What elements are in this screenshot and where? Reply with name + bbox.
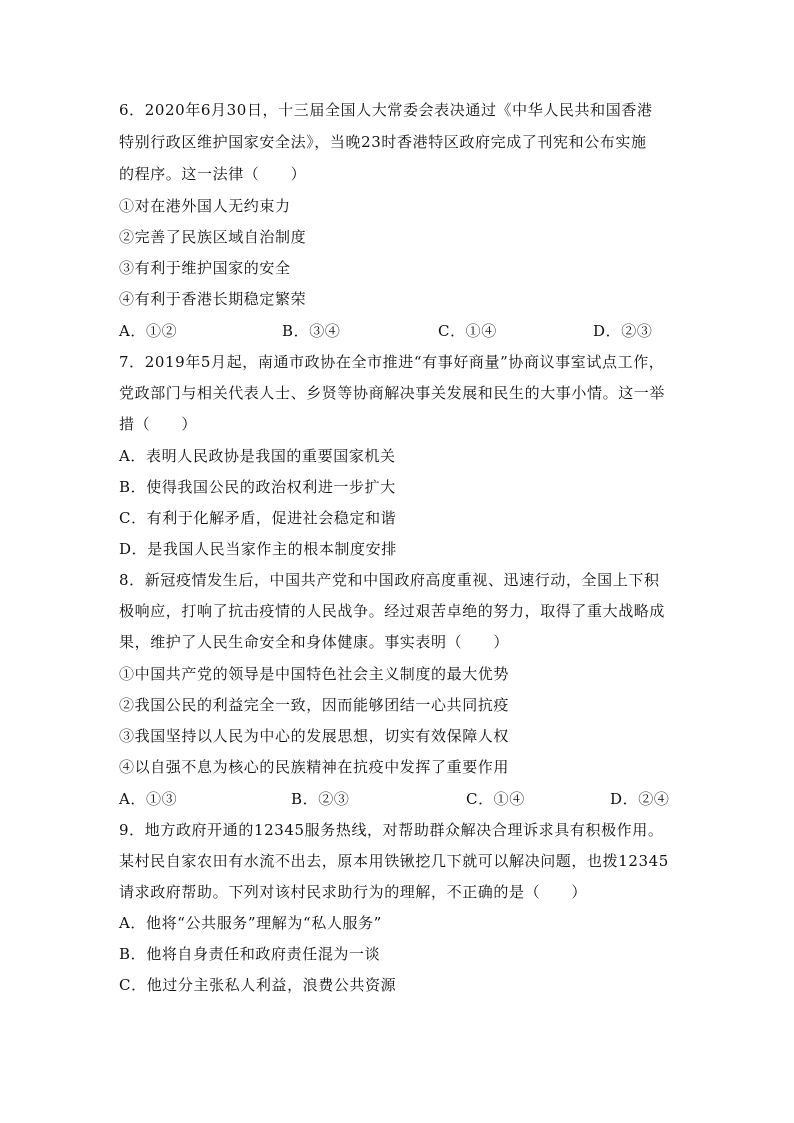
question-9-stem-line-2: 某村民自家农田有水流不出去，原本用铁锹挖几下就可以解决问题，也拨12345 xyxy=(119,852,669,870)
question-9-option-a: A．他将“公共服务”理解为“私人服务” xyxy=(119,914,382,932)
question-8-statement-2: ②我国公民的利益完全一致，因而能够团结一心共同抗疫 xyxy=(119,696,510,714)
question-8-stem-line-1: 8．新冠疫情发生后，中国共产党和中国政府高度重视、迅速行动，全国上下积 xyxy=(119,571,660,589)
question-8-choice-d: D．②④ xyxy=(610,790,670,808)
question-8-choice-c: C．①④ xyxy=(466,790,525,808)
question-6-stem-line-1: 6．2020年6月30日，十三届全国人大常委会表决通过《中华人民共和国香港 xyxy=(119,101,653,119)
question-9-stem-line-3: 请求政府帮助。下列对该村民求助行为的理解，不正确的是（ ） xyxy=(119,883,588,901)
question-6-statement-2: ②完善了民族区域自治制度 xyxy=(119,228,307,246)
question-6-choice-d: D．②③ xyxy=(593,322,653,340)
question-7-option-a: A．表明人民政协是我国的重要国家机关 xyxy=(119,447,396,465)
question-9-stem-line-1: 9．地方政府开通的12345服务热线，对帮助群众解决合理诉求具有积极作用。 xyxy=(119,821,664,839)
question-8-choice-b: B．②③ xyxy=(291,790,350,808)
question-8-stem-line-3: 果，维护了人民生命安全和身体健康。事实表明（ ） xyxy=(119,633,510,651)
question-6-statement-1: ①对在港外国人无约束力 xyxy=(119,197,291,215)
question-8-statement-4: ④以自强不息为核心的民族精神在抗疫中发挥了重要作用 xyxy=(119,758,510,776)
question-8-choice-a: A．①③ xyxy=(119,790,178,808)
question-6-stem-line-3: 的程序。这一法律（ ） xyxy=(119,165,307,183)
question-8-statement-1: ①中国共产党的领导是中国特色社会主义制度的最大优势 xyxy=(119,665,510,683)
question-7-option-c: C．有利于化解矛盾，促进社会稳定和谐 xyxy=(119,509,397,527)
question-6-stem-line-2: 特别行政区维护国家安全法》，当晚23时香港特区政府完成了刊宪和公布实施 xyxy=(119,133,647,151)
question-6-statement-3: ③有利于维护国家的安全 xyxy=(119,259,291,277)
question-6-choice-a: A．①② xyxy=(119,322,178,340)
question-9-option-c: C．他过分主张私人利益，浪费公共资源 xyxy=(119,976,397,994)
question-9-option-b: B．他将自身责任和政府责任混为一谈 xyxy=(119,945,381,963)
question-8-statement-3: ③我国坚持以人民为中心的发展思想，切实有效保障人权 xyxy=(119,727,510,745)
question-6-statement-4: ④有利于香港长期稳定繁荣 xyxy=(119,290,307,308)
question-6-choice-b: B．③④ xyxy=(282,322,341,340)
question-7-option-d: D．是我国人民当家作主的根本制度安排 xyxy=(119,540,397,558)
question-6-choice-c: C．①④ xyxy=(438,322,497,340)
question-7-option-b: B．使得我国公民的政治权利进一步扩大 xyxy=(119,478,396,496)
question-7-stem-line-3: 措（ ） xyxy=(119,415,198,433)
question-8-stem-line-2: 极响应，打响了抗击疫情的人民战争。经过艰苦卓绝的努力，取得了重大战略成 xyxy=(119,602,666,620)
question-7-stem-line-2: 党政部门与相关代表人士、乡贤等协商解决事关发展和民生的大事小情。这一举 xyxy=(119,384,666,402)
question-7-stem-line-1: 7．2019年5月起，南通市政协在全市推进“有事好商量”协商议事室试点工作， xyxy=(119,353,665,371)
